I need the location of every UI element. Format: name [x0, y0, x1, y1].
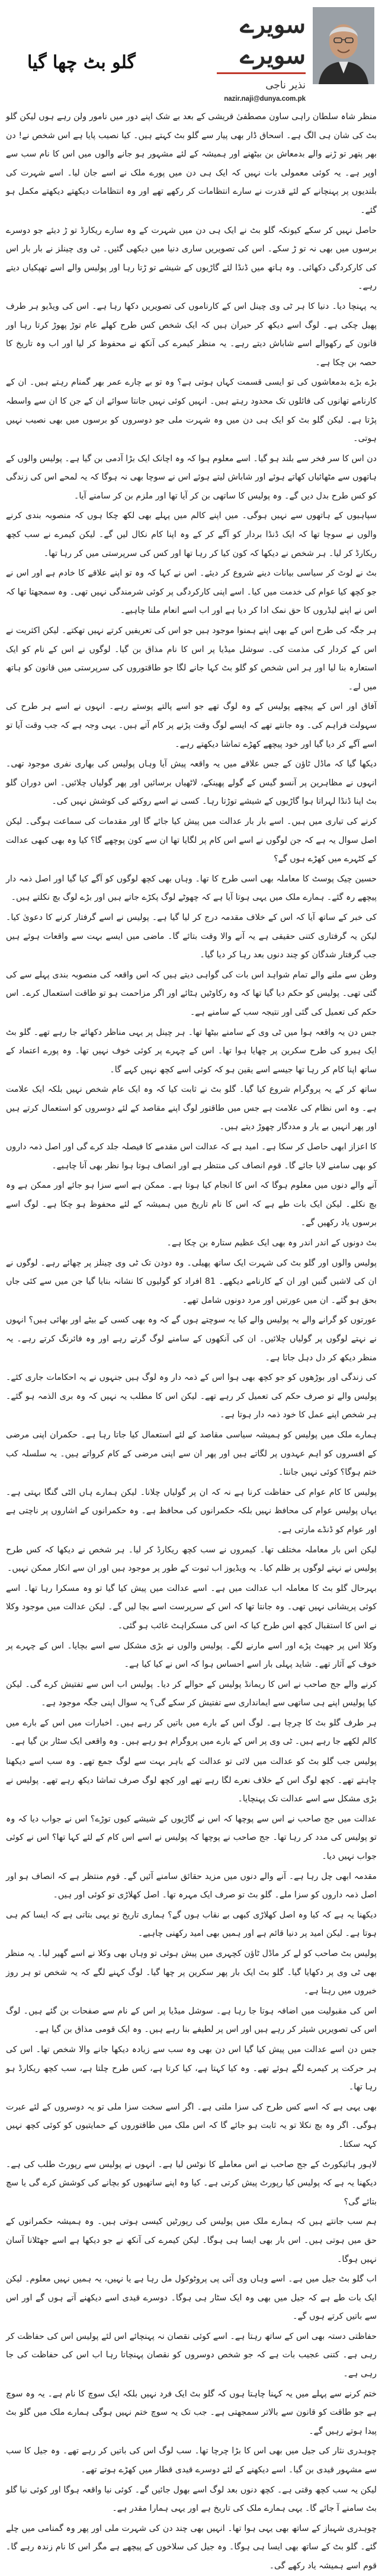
- article-paragraph: عورتوں کو گرانے والے یہ پولیس والے کیا یہ سوچتے ہوں گے کہ وہ بھی کسی کے بیٹے اور بھائی ہیں؟ انہوں نے نہتے لوگوں پر گولیاں چلائیں۔ ان کی آنکھوں کے سامنے لوگ گرتے رہے اور وہ فائرنگ کرتے رہے۔ یہ منظر دیکھ کر دل دہل جاتا ہے۔: [6, 1315, 377, 1363]
- article-paragraph: آفاق اور اس کے پیچھے پولیس کے وہ لوگ تھے جو اسے پالتے پوستے رہے۔ انہوں نے اسے ہر طرح کی سہولت فراہم کی۔ وہ جانتے تھے کہ ایسے لوگ وقت پڑنے پر کام آتے ہیں۔ یہی وجہ ہے کہ جب وقت آیا تو اسے آگے کر دیا گیا اور خود پیچھے کھڑے تماشا دیکھتے رہے۔: [6, 702, 377, 749]
- article-paragraph: اس کی مقبولیت میں اضافہ ہوتا جا رہا ہے۔ سوشل میڈیا پر اس کے نام سے صفحات بن گئے ہیں۔ لوگ اس کی تصویریں شیئر کر رہے ہیں اور اس پر لطیفے بنا رہے ہیں۔ وہ ایک قومی مذاق بن گیا ہے۔: [6, 2006, 377, 2035]
- article-body: [5, 108, 377, 2571]
- article-paragraph: دیکھا گیا کہ ماڈل ٹاؤن کے جس علاقے میں یہ واقعہ پیش آیا وہاں پولیس کی بھاری نفری موجود تھی۔ انہوں نے مظاہرین پر آنسو گیس کے گولے پھینکے، لاٹھیاں برسائیں اور پھر گولیاں چلائیں۔ اس دوران گلو بٹ اپنا ڈنڈا لہراتا ہوا گاڑیوں کے شیشے توڑتا رہا۔ کسی نے اسے روکنے کی کوشش نہیں کی۔: [6, 759, 377, 807]
- article-paragraph: ہم سب جانتے ہیں کہ ہمارے ملک میں پولیس کی رپورٹیں کیسی ہوتی ہیں۔ وہ ہمیشہ حکمرانوں کے حق میں ہوتی ہیں۔ اس بار بھی ایسا ہی ہوگا۔ لیکن کیمرے کی آنکھ نے جو دیکھا ہے اسے جھٹلانا آسان نہیں ہوگا۔: [6, 2217, 377, 2264]
- article-paragraph: حفاظتی دستہ بھی اس کے ساتھ رہتا ہے۔ اسے کوئی نقصان نہ پہنچائے اس لئے پولیس اس کی حفاظت کر رہی ہے۔ کتنی عجیب بات ہے کہ جو شخص دوسروں کو نقصان پہنچاتا رہا اب اس کی حفاظت کی جا رہی ہے۔: [6, 2331, 377, 2379]
- article-paragraph: جس دن یہ واقعہ ہوا میں ٹی وی کے سامنے بیٹھا تھا۔ ہر چینل پر یہی مناظر دکھائے جا رہے تھے۔ گلو بٹ ایک ہیرو کی طرح سکرین پر چھایا ہوا تھا۔ اس کے چہرے پر کوئی خوف نہیں تھا۔ وہ پورے اعتماد کے ساتھ اپنا کام کر رہا تھا جیسے اسے یقین ہو کہ کوئی اسے کچھ نہیں کہے گا۔: [6, 1027, 377, 1075]
- article-paragraph: بہرحال گلو بٹ کا معاملہ اب عدالت میں ہے۔ اسے عدالت میں پیش کیا گیا تو وہ مسکرا رہا تھا۔ اسے کوئی پریشانی نہیں تھی۔ وہ جانتا تھا کہ اس کے سرپرست اسے بچا لیں گے۔ لیکن عدالت میں موجود وکلا نے اس کا استقبال کچھ اس طرح کیا کہ اس کی مسکراہٹ غائب ہو گئی۔: [6, 1583, 377, 1631]
- article-paragraph: کرنے والے جج صاحب نے اس کا ریمانڈ پولیس کے حوالے کر دیا۔ پولیس اب اس سے تفتیش کرے گی۔ لیکن کیا پولیس اپنے ہی ساتھی سے ایمانداری سے تفتیش کر سکے گی؟ یہ سوال اپنی جگہ موجود ہے۔: [6, 1679, 377, 1708]
- article-paragraph: بٹ نے لوٹ کر سیاسی بیانات دینے شروع کر دیئے۔ اس نے کہا کہ وہ تو اپنے علاقے کا خادم ہے اور اس نے جو کچھ کیا عوام کی خدمت میں کیا۔ اسے اپنی کارکردگی پر کوئی شرمندگی نہیں تھی۔ وہ سمجھتا تھا کہ اس نے اپنے لیڈروں کا حق نمک ادا کر دیا ہے اور اب اسے انعام ملنا چاہیے۔: [6, 568, 377, 616]
- article-paragraph: بٹ دونوں کے اندر اندر وہ بھی ایک عظیم ستارہ بن چکا ہے۔: [166, 1238, 377, 1248]
- article-paragraph: کی خبر کے ساتھ آیا کہ اس کے خلاف مقدمہ درج کر لیا گیا ہے۔ پولیس نے اسے گرفتار کرنے کا دعویٰ کیا۔ لیکن یہ گرفتاری کتنی حقیقی ہے یہ آنے والا وقت بتائے گا۔ ماضی میں ایسے بہت سے واقعات ہوئے ہیں جب گرفتار شدگان کو چند دنوں بعد رہا کر دیا گیا۔: [6, 912, 377, 960]
- article-paragraph: کا اعزاز ابھی حاصل کر سکا ہے۔ امید ہے کہ عدالت اس مقدمے کا فیصلہ جلد کرے گی اور اصل ذمہ داروں کو بھی سامنے لایا جائے گا۔ قوم انصاف کی منتظر ہے اور انصاف ہوتا ہوا نظر بھی آنا چاہیے۔: [6, 1142, 377, 1171]
- article-paragraph: اب گلو بٹ جیل میں ہے۔ اسے وہاں وی آئی پی پروٹوکول مل رہا ہے یا نہیں، یہ ہمیں نہیں معلوم۔ لیکن ایک بات طے ہے کہ جیل میں بھی وہ ایک سٹار ہی ہوگا۔ دوسرے قیدی اسے دیکھنے آتے ہوں گے اور اس سے باتیں کرتے ہوں گے۔: [6, 2274, 377, 2322]
- author-portrait-icon: [313, 7, 374, 84]
- article-paragraph: لیکن اس بار معاملہ مختلف تھا۔ کیمروں نے سب کچھ ریکارڈ کر لیا۔ ہر شخص نے دیکھا کہ کس طرح پولیس نے نہتے لوگوں پر ظلم کیا۔ یہ ویڈیوز اب ثبوت کے طور پر موجود ہیں اور ان سے انکار ممکن نہیں۔: [6, 1545, 377, 1574]
- article-paragraph: پولیس کا کام عوام کی حفاظت کرنا ہے نہ کہ ان پر گولیاں چلانا۔ لیکن ہمارے ہاں الٹی گنگا بہتی ہے۔ یہاں پولیس عوام کی محافظ نہیں بلکہ حکمرانوں کی محافظ ہے۔ وہ حکمرانوں کے اشاروں پر ناچتی ہے اور عوام کو ڈنڈے مارتی ہے۔: [6, 1487, 377, 1535]
- article-paragraph: سپاہیوں کے ہاتھوں سے نہیں ہوگی۔ میں اپنے کالم میں پہلے بھی لکھ چکا ہوں کہ منصوبہ بندی کرنے والوں نے سوچا تھا کہ ایک ڈنڈا بردار کو آگے کر کے وہ اپنا کام نکال لیں گے۔ لیکن کیمرے نے سب کچھ ریکارڈ کر لیا۔ ہر شخص نے دیکھا کہ کون کیا کر رہا تھا اور کس کی سرپرستی میں کر رہا تھا۔: [6, 511, 377, 558]
- article-paragraph: حاصل نہیں کر سکے کیونکہ گلو بٹ نے ایک ہی دن میں شہرت کے وہ سارے ریکارڈ تو ڑ دیئے جو دوسرے برسوں میں بھی نہ تو ڑ سکے۔ اس کی تصویریں ساری دنیا میں دیکھی گئیں۔ ٹی وی چینلز نے بار بار اس کی کارکردگی دکھائی۔ وہ ہاتھ میں ڈنڈا لئے گاڑیوں کے شیشے تو ڑتا رہا اور پولیس والے اسے تھپکیاں دیتے رہے۔: [6, 225, 377, 292]
- article-paragraph: بھی یہی ہے کہ اسے کس طرح کی سزا ملتی ہے۔ اگر اسے سخت سزا ملی تو یہ دوسروں کے لئے عبرت ہوگی۔ اگر وہ بچ نکلا تو یہ ثابت ہو جائے گا کہ اس ملک میں طاقتوروں کے حمایتیوں کو کوئی کچھ نہیں کہہ سکتا۔: [6, 2102, 377, 2149]
- article-paragraph: پولیس جب گلو بٹ کو عدالت میں لائی تو عدالت کے باہر بہت سے لوگ جمع تھے۔ وہ سب اسے دیکھنا چاہتے تھے۔ کچھ لوگ اس کے خلاف نعرے لگا رہے تھے اور کچھ لوگ صرف تماشا دیکھ رہے تھے۔ پولیس نے بڑی مشکل سے اسے عدالت تک پہنچایا۔: [6, 1757, 377, 1804]
- article-paragraph: بڑے بڑے بدمعاشوں کی تو ایسی قسمت کہاں ہوتی ہے؟ وہ تو بے چارے عمر بھر گمنام رہتے ہیں۔ ان کے کارنامے تھانوں کی فائلوں تک محدود رہتے ہیں۔ انہیں کوئی نہیں جانتا سوائے ان کے جن کا ان سے واسطہ پڑتا ہے۔ لیکن گلو بٹ کو ایک ہی دن میں وہ شہرت ملی جو دوسروں کو برسوں میں بھی نصیب نہیں ہوتی۔: [6, 378, 377, 444]
- article-paragraph: حسین چیک پوسٹ کا معاملہ بھی اسی طرح کا تھا۔ وہاں بھی کچھ لوگوں کو آگے کیا گیا اور اصل ذمہ دار پیچھے رہ گئے۔ ہمارے ملک میں یہی ہوتا آیا ہے کہ چھوٹے لوگ پکڑے جاتے ہیں اور بڑے لوگ بچ نکلتے ہیں۔: [6, 874, 377, 903]
- article-paragraph: آنے والے دنوں میں معلوم ہوگا کہ اس کا انجام کیا ہوتا ہے۔ ممکن ہے اسے سزا ہو جائے اور ممکن ہے وہ بچ نکلے۔ لیکن ایک بات طے ہے کہ اس کا نام تاریخ میں ہمیشہ کے لئے محفوظ ہو چکا ہے۔ لوگ اسے برسوں یاد رکھیں گے۔: [6, 1181, 377, 1228]
- article-headline: گلو بٹ چھا گیا: [27, 52, 136, 73]
- article-paragraph: وطن سے ملنے والے تمام شواہد اس بات کی گواہی دیتے ہیں کہ اس واقعہ کی منصوبہ بندی پہلے سے کی گئی تھی۔ پولیس کو حکم دیا گیا تھا کہ وہ رکاوٹیں ہٹائے اور اگر مزاحمت ہو تو طاقت استعمال کرے۔ اس حکم کی تعمیل کی گئی اور نتیجہ سب کے سامنے ہے۔: [6, 970, 377, 1017]
- column-masthead: [197, 7, 374, 103]
- author-email[interactable]: nazir.naji@dunya.com.pk: [224, 95, 306, 103]
- article-paragraph: ساتھ کر کے یہ پروگرام شروع کیا گیا۔ گلو بٹ نے ثابت کیا کہ وہ ایک عام شخص نہیں بلکہ ایک علامت ہے۔ وہ اس نظام کی علامت ہے جس میں طاقتور لوگ اپنے مقاصد کے لئے دوسروں کو استعمال کرتے ہیں اور پھر انہیں بے یار و مددگار چھوڑ دیتے ہیں۔: [6, 1085, 377, 1132]
- column-brand: [200, 9, 306, 103]
- article-paragraph: مقدمہ ابھی چل رہا ہے۔ آنے والے دنوں میں مزید حقائق سامنے آئیں گے۔ قوم منتظر ہے کہ انصاف ہو اور اصل ذمہ داروں کو سزا ملے۔ گلو بٹ تو صرف ایک مہرہ تھا۔ اصل کھلاڑی تو کوئی اور ہیں۔: [6, 1871, 377, 1900]
- article-paragraph: دن اس کا سر فخر سے بلند ہو گیا۔ اسے معلوم ہوا کہ وہ اچانک ایک بڑا آدمی بن گیا ہے۔ پولیس والوں کے ہاتھوں سے مٹھائیاں کھاتے ہوئے اور شاباش لیتے ہوئے اس نے سوچا بھی نہ ہوگا کہ یہ لمحے اس کی زندگی کو کس طرح بدل دیں گے۔ وہ پولیس کا ساتھی بن کر آیا تھا اور ملزم بن کر سامنے آیا۔: [5, 453, 377, 501]
- article-paragraph: چوہدری نثار کی جیل میں بھی اس کا بڑا چرچا تھا۔ سب لوگ اس کی باتیں کر رہے تھے۔ وہ جیل کا سب سے مشہور قیدی بن گیا۔ اسے دیکھنے کے لئے دوسرے قیدی قطار میں کھڑے ہوتے تھے۔: [6, 2446, 377, 2475]
- article-paragraph: ختم کرنے سے پہلے میں یہ کہنا چاہتا ہوں کہ گلو بٹ ایک فرد نہیں بلکہ ایک سوچ کا نام ہے۔ یہ وہ سوچ ہے جو طاقت کو قانون سے بالاتر سمجھتی ہے۔ جب تک یہ سوچ ختم نہیں ہوگی ہمارے ملک میں گلو بٹ پیدا ہوتے رہیں گے۔: [6, 2389, 377, 2436]
- article-paragraph: ہر طرف گلو بٹ کا چرچا ہے۔ لوگ اس کے بارے میں باتیں کر رہے ہیں۔ اخبارات میں اس کے بارے میں کالم لکھے جا رہے ہیں۔ ٹی وی پر اس کے بارے میں پروگرام ہو رہے ہیں۔ وہ واقعی ایک سٹار بن گیا ہے۔: [6, 1718, 377, 1747]
- article-paragraph: وکلا اس پر جھپٹ پڑے اور اسے مارنے لگے۔ پولیس والوں نے بڑی مشکل سے اسے بچایا۔ اس کے چہرے پر خوف کے آثار تھے۔ شاید پہلی بار اسے احساس ہوا کہ اس نے کیا کیا ہے۔: [6, 1641, 377, 1670]
- title-underline: [217, 72, 306, 74]
- article-paragraph: پولیس بٹ صاحب کو لے کر ماڈل ٹاؤن کچہری میں پیش ہوئی تو وہاں بھی وکلا نے اسے گھیر لیا۔ یہ منظر بھی ٹی وی پر دکھایا گیا۔ گلو بٹ ایک بار پھر سکرین پر چھا گیا۔ لوگ کہنے لگے کہ یہ شخص تو ہر روز خبروں میں رہتا ہے۔: [6, 1949, 377, 1996]
- article-paragraph: پولیس والوں اور گلو بٹ کی شہرت ایک ساتھ پھیلی۔ وہ دودن تک ٹی وی چینلز پر چھائے رہے۔ لوگوں نے ان کی لاشیں گنیں اور ان کے کارنامے دیکھے۔ 81 افراد کو گولیوں کا نشانہ بنایا گیا جن میں سے کئی جاں بحق ہو گئے۔ ان میں عورتیں اور مرد دونوں شامل تھے۔: [6, 1258, 377, 1305]
- article-paragraph: دیکھنا یہ ہے کہ کیا وہ اصل کھلاڑی کبھی بے نقاب ہوں گے؟ ہماری تاریخ تو یہی بتاتی ہے کہ ایسا کم ہی ہوتا ہے۔ لیکن امید پر دنیا قائم ہے اور ہمیں بھی امید رکھنی چاہیے۔: [6, 1910, 377, 1939]
- article-paragraph: لاہور ہائیکورٹ کے جج صاحب نے اس معاملے کا نوٹس لیا ہے۔ انہوں نے پولیس سے رپورٹ طلب کی ہے۔ دیکھنا یہ ہے کہ پولیس کیا رپورٹ پیش کرتی ہے۔ کیا وہ اپنے ساتھیوں کو بچانے کی کوشش کرے گی یا سچ بتائے گی؟: [6, 2159, 377, 2207]
- article-paragraph: کرنے کی تیاری میں ہیں۔ اسے بار بار عدالت میں پیش کیا جائے گا اور مقدمات کی سماعت ہوگی۔ لیکن اصل سوال یہ ہے کہ جن لوگوں نے اسے اس کام پر لگایا تھا ان سے کون پوچھے گا؟ کیا وہ بھی کبھی عدالت کے کٹہرے میں کھڑے ہوں گے؟: [6, 816, 377, 864]
- column-header: [6, 0, 377, 106]
- column-title: سویرے سویرے: [240, 11, 306, 69]
- article-paragraph: ہمارے ملک میں پولیس کو ہمیشہ سیاسی مقاصد کے لئے استعمال کیا جاتا رہا ہے۔ حکمران اپنی مرضی کے افسروں کو اہم عہدوں پر لگاتے ہیں اور پھر ان سے اپنی مرضی کے کام کرواتے ہیں۔ یہ سلسلہ کب ختم ہوگا؟ کوئی نہیں جانتا۔: [6, 1430, 377, 1478]
- author-photo: [313, 7, 374, 84]
- article-paragraph: کی زندگی اور بوڑھوں کو جو کچھ بھی ہوا اس کے ذمہ دار وہ لوگ ہیں جنہوں نے یہ احکامات جاری کئے۔ پولیس والے تو صرف حکم کی تعمیل کر رہے تھے۔ لیکن اس کا مطلب یہ نہیں کہ وہ بری الذمہ ہو گئے۔ ہر شخص اپنے عمل کا خود ذمہ دار ہوتا ہے۔: [6, 1373, 377, 1420]
- article-paragraph: لیکن یہ سب کچھ وقتی ہے۔ کچھ دنوں بعد لوگ اسے بھول جائیں گے۔ کوئی نیا واقعہ ہوگا اور کوئی نیا گلو بٹ سامنے آ جائے گا۔ یہی ہمارے ملک کی تاریخ ہے اور یہی ہمارا مقدر ہے۔: [6, 2485, 377, 2514]
- article-paragraph: چوہدری شہباز کے ساتھ بھی یہی ہوا تھا۔ انہیں بھی چند دن کی شہرت ملی اور پھر وہ گمنامی میں چلے گئے۔ گلو بٹ کے ساتھ بھی ایسا ہی ہوگا۔ وہ جیل کی سلاخوں کے پیچھے ہے مگر اس کا نام زندہ رہے گا۔ قوم اسے ہمیشہ یاد رکھے گی۔: [6, 2523, 377, 2571]
- article-paragraph: عدالت میں جج صاحب نے اس سے پوچھا کہ اس نے گاڑیوں کے شیشے کیوں توڑے؟ اس نے جواب دیا کہ وہ تو پولیس کی مدد کر رہا تھا۔ جج صاحب نے پوچھا کہ پولیس نے اسے اس کام کے لئے کہا تھا؟ اس نے کوئی جواب نہیں دیا۔: [6, 1814, 377, 1862]
- article-paragraph: جس دن اسے عدالت میں پیش کیا گیا اس دن بھی وہ سب سے زیادہ دیکھا جانے والا شخص تھا۔ اس کی ہر حرکت پر کیمرے لگے ہوئے تھے۔ وہ کیا کہتا ہے، کیا کرتا ہے، کس طرح چلتا ہے، سب کچھ ریکارڈ ہو رہا تھا۔: [6, 2044, 377, 2092]
- article-paragraph: یہ پہنچا دیا۔ دنیا کا ہر ٹی وی چینل اس کے کارناموں کی تصویریں دکھا رہا ہے۔ اس کی ویڈیو ہر طرف پھیل چکی ہے۔ لوگ اسے دیکھ کر حیران ہیں کہ ایک شخص کس طرح کھلے عام توڑ پھوڑ کرتا رہا اور قانون کے رکھوالے اسے شاباش دیتے رہے۔ یہ منظر کیمرے کی آنکھ نے محفوظ کر لیا اور اب وہ تاریخ کا حصہ بن چکا ہے۔: [6, 301, 377, 367]
- article-paragraph: ہر جگہ کی طرح اس کے بھی اپنے ہمنوا موجود ہیں جو اس کی تعریفیں کرتے نہیں تھکتے۔ لیکن اکثریت نے اس کے کردار کی مذمت کی۔ سوشل میڈیا پر اس کا نام مذاق بن گیا۔ لوگوں نے اس کے نام کو ایک استعارہ بنا لیا اور ہر اس شخص کو گلو بٹ کہا جانے لگا جو طاقتوروں کی سرپرستی میں قانون کو ہاتھ میں لے۔: [6, 626, 377, 692]
- author-name: نذیر ناجی: [265, 79, 306, 91]
- article-paragraph: منظر شاہ سلطان راہی ساون مصطفیٰ قریشی کے بعد بے شک اپنے دور میں نامور ولن رہے ہوں لیکن گلو بٹ کی شان ہی الگ ہے۔ اسحاق ڈار بھی پیار سے گلو بٹ کہتے ہیں۔ کیا نصیب پایا ہے اس شخص نے! دن بھر پتھر تو ڑنے والے بدمعاش بن بیٹھنے اور ہمیشہ کے لئے مشہور ہو جانے والوں میں اس کا نام سب سے اوپر ہے۔ یہ کوئی معمولی بات نہیں کہ ایک ہی دن میں پورے ملک نے اسے جان لیا۔ اسے شہرت کی بلندیوں پر پہنچانے کے لئے قدرت نے سارے انتظامات کر رکھے تھے اور وہ انتظامات دیکھتے دیکھتے مکمل ہو گئے۔: [6, 112, 377, 215]
